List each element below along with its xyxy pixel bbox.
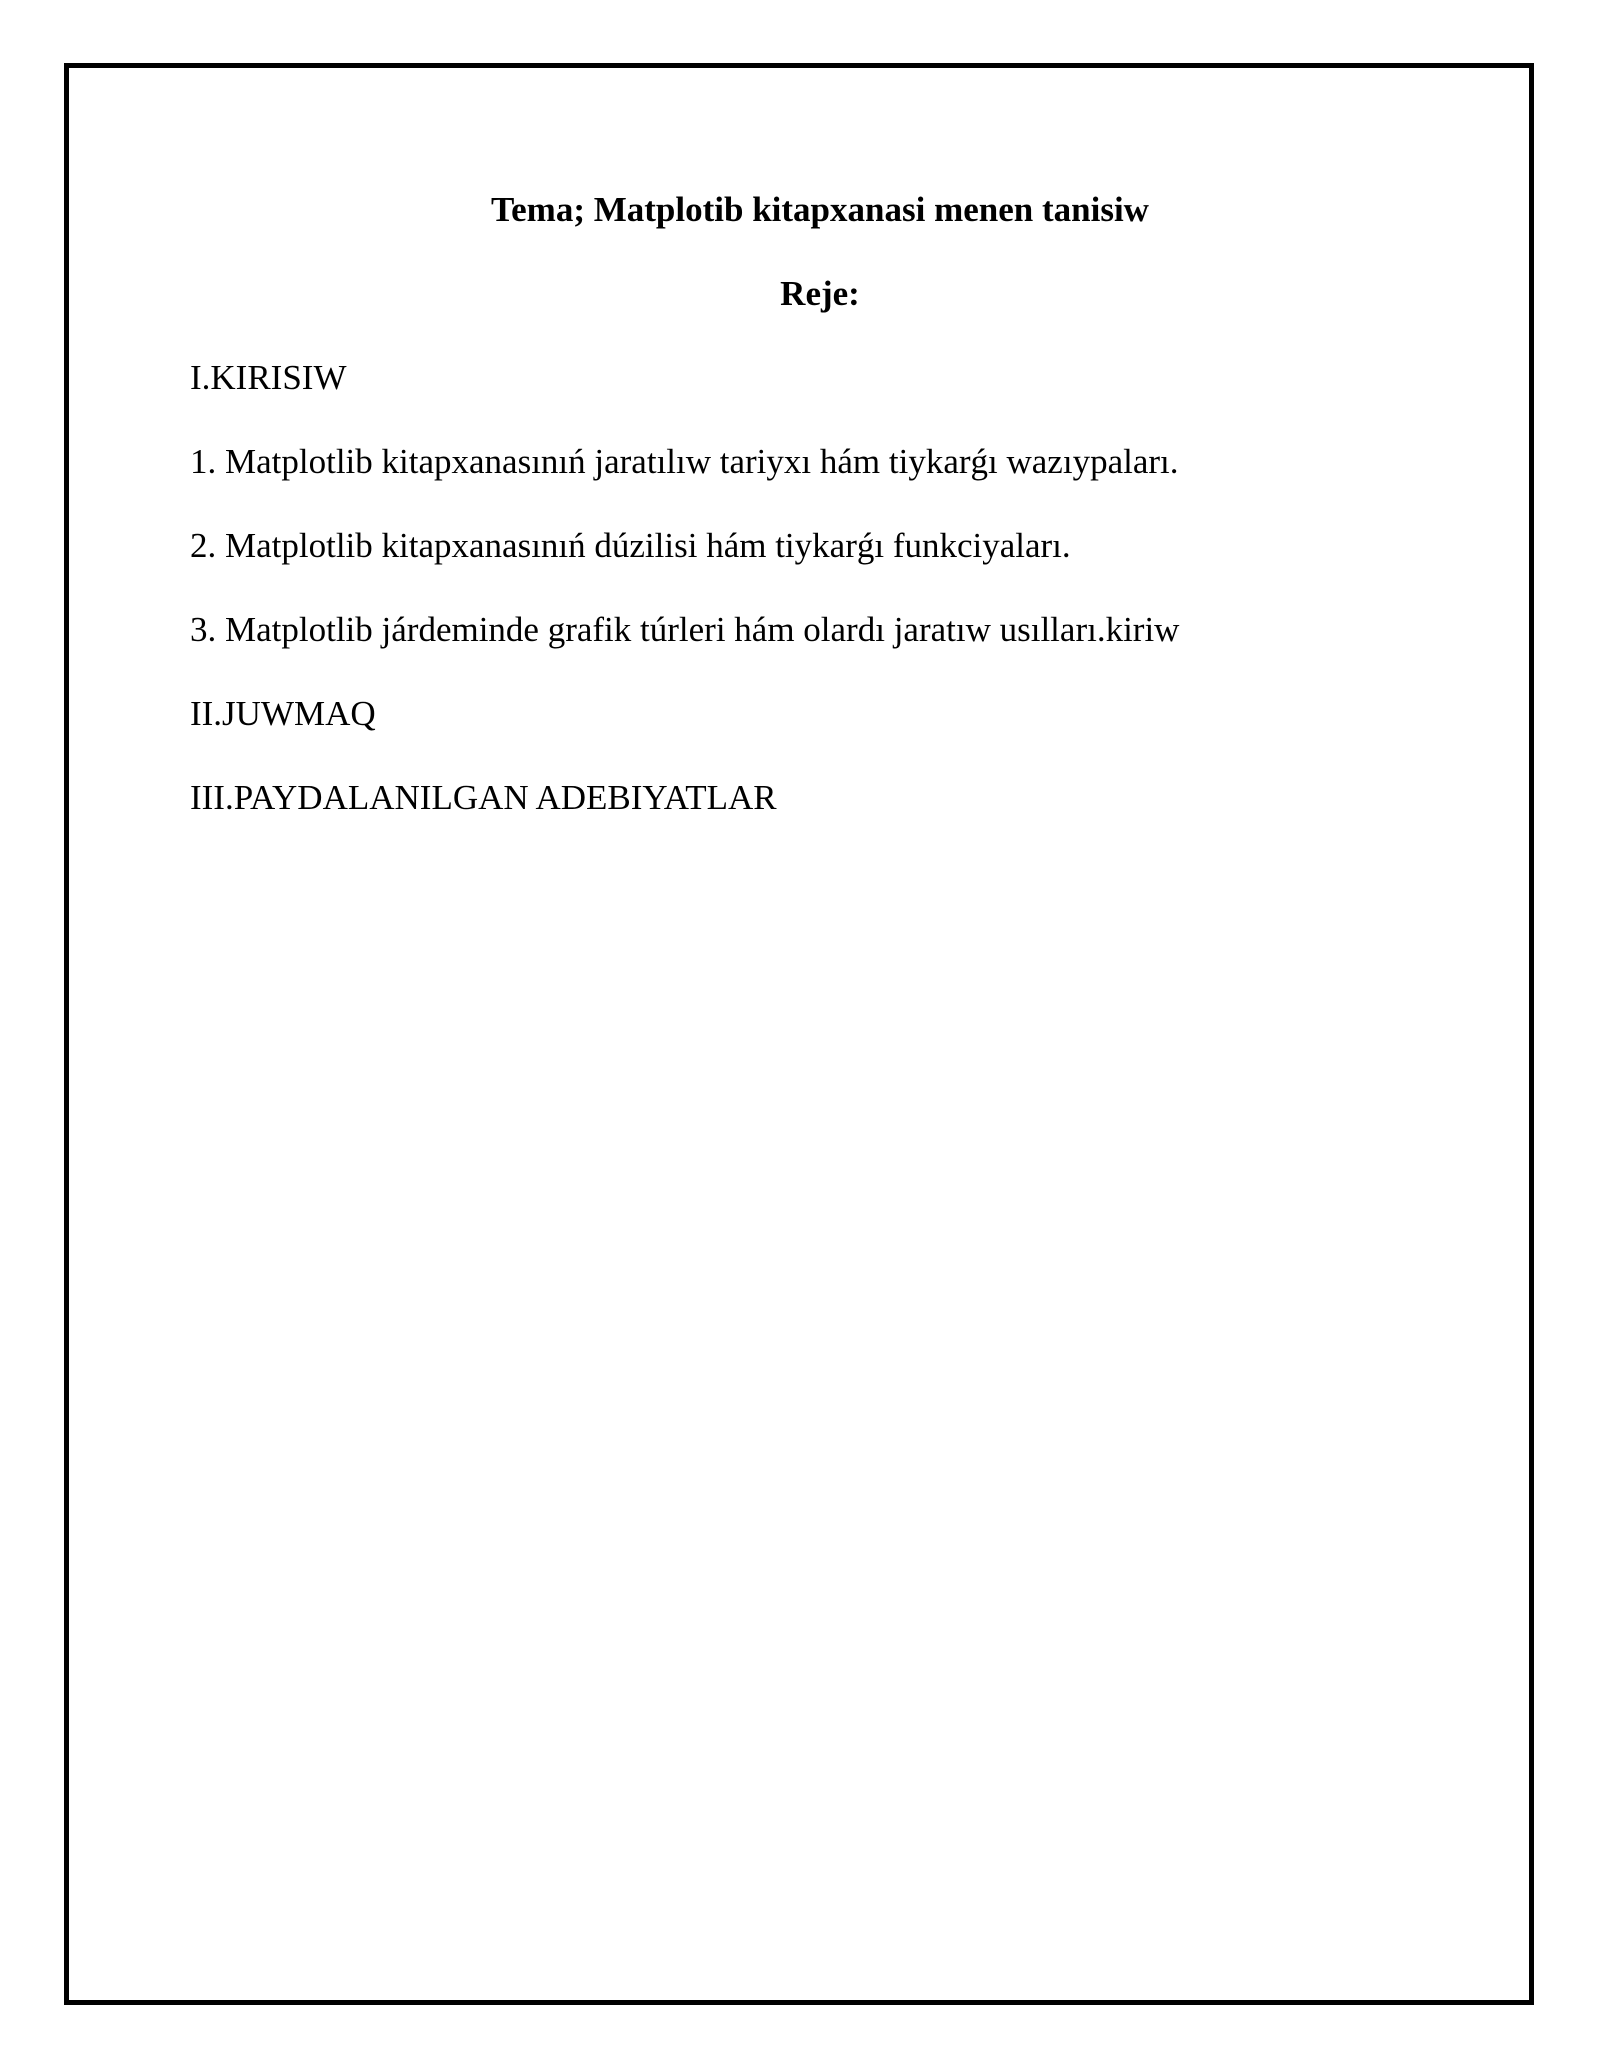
document-title: Tema; Matplotib kitapxanasi menen tanisiw [491, 190, 1149, 229]
plan-item-introduction: I.KIRISIW [190, 358, 347, 397]
plan-list [190, 353, 1410, 823]
plan-heading: Reje: [780, 274, 860, 313]
document-content [190, 185, 1410, 857]
plan-item-1: 1. Matplotlib kitapxanasınıń jaratılıw tariyxı hám tiykarǵı wazıypaları. [190, 442, 1179, 481]
plan-item-2: 2. Matplotlib kitapxanasınıń dúzilisi hám tiykarǵı funkciyaları. [190, 526, 1071, 565]
plan-item-conclusion: II.JUWMAQ [190, 694, 376, 733]
plan-item-references: III.PAYDALANILGAN ADEBIYATLAR [190, 778, 777, 817]
plan-item-3: 3. Matplotlib járdeminde grafik túrleri hám olardı jaratıw usılları.kiriw [190, 610, 1180, 649]
